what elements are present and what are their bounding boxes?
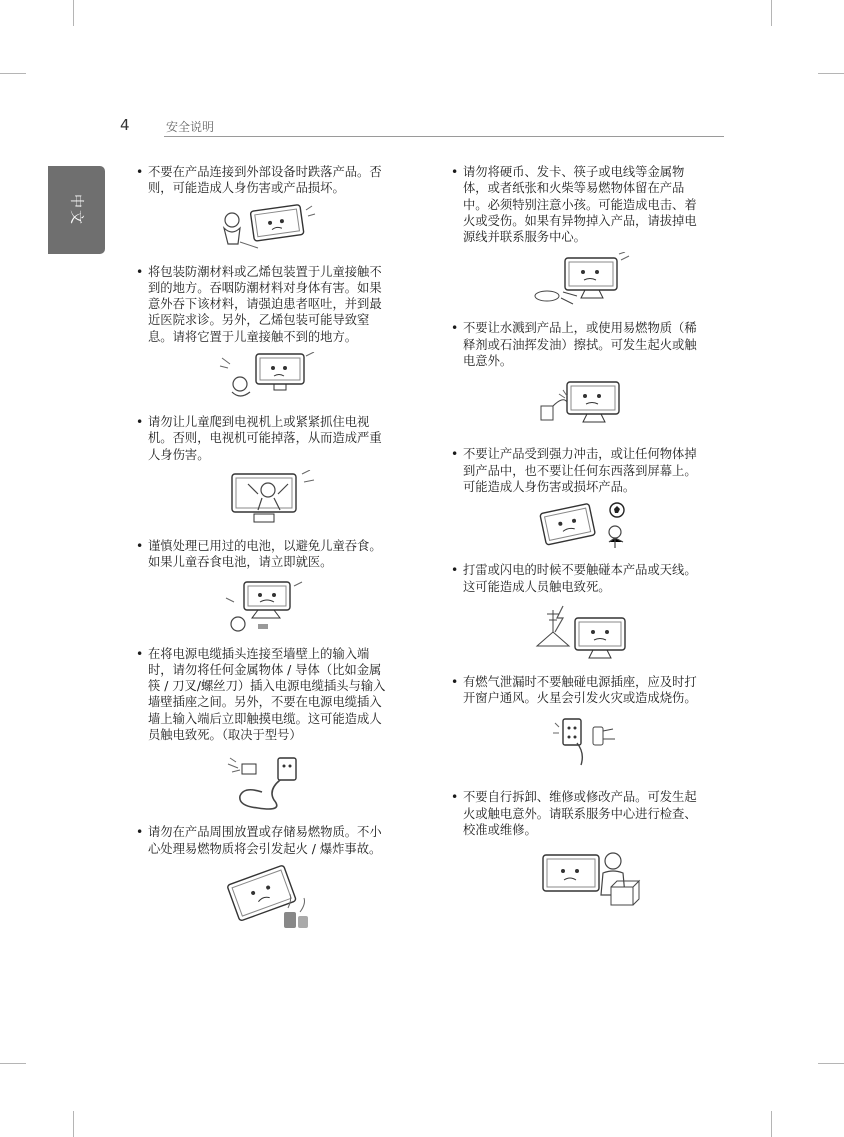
list-item bbox=[451, 446, 705, 550]
list-item bbox=[136, 824, 390, 934]
bullet-icon: • bbox=[451, 447, 459, 462]
item-text: 打雷或闪电的时候不要触碰本产品或天线。这可能造成人员触电致死。 bbox=[463, 563, 697, 594]
list-item bbox=[451, 320, 705, 432]
bullet-icon: • bbox=[136, 415, 144, 430]
power-plug-cable-icon bbox=[218, 750, 390, 814]
tv-water-splash-icon bbox=[533, 376, 705, 432]
item-text: 请勿让儿童爬到电视机上或紧紧抓住电视机。否则，电视机可能掉落，从而造成严重人身伤害。 bbox=[148, 415, 382, 462]
tv-lightning-antenna-icon bbox=[533, 602, 705, 662]
tv-metal-objects-icon bbox=[533, 252, 705, 308]
list-item bbox=[451, 562, 705, 662]
list-item bbox=[451, 789, 705, 911]
crop-mark bbox=[818, 73, 844, 74]
tv-repair-technician-icon bbox=[533, 845, 705, 911]
crop-mark bbox=[73, 1111, 74, 1137]
tv-hit-by-ball-icon bbox=[533, 502, 705, 550]
child-climbing-tv-icon bbox=[218, 470, 390, 526]
bullet-icon: • bbox=[451, 674, 459, 689]
list-item bbox=[136, 414, 390, 526]
tv-falling-on-child-icon bbox=[218, 204, 390, 250]
bullet-icon: • bbox=[136, 646, 144, 661]
list-item bbox=[136, 264, 390, 402]
item-text: 请勿在产品周围放置或存储易燃物质。不小心处理易燃物质将会引发起火 / 爆炸事故。 bbox=[148, 825, 382, 856]
bullet-icon: • bbox=[451, 165, 459, 179]
list-item bbox=[451, 674, 705, 770]
item-text: 将包装防潮材料或乙烯包装置于儿童接触不到的地方。吞咽防潮材料对身体有害。如果意外吞下该材料，请强迫患者呕吐，并到最近医院求诊。另外，乙烯包装可能导致窒息。请将它置于儿童接触不到的地方。 bbox=[148, 264, 382, 344]
crop-mark bbox=[0, 1063, 26, 1064]
tv-flammable-fire-icon bbox=[218, 864, 390, 934]
section-title: 安全说明 bbox=[166, 120, 215, 134]
page-number: 4 bbox=[120, 116, 130, 134]
item-text: 不要在产品连接到外部设备时跌落产品。否则，可能造成人身伤害或产品损坏。 bbox=[148, 165, 382, 196]
child-swallowing-battery-icon bbox=[218, 578, 390, 638]
bullet-icon: • bbox=[136, 264, 144, 279]
crop-mark bbox=[771, 1111, 772, 1137]
item-text: 不要让水溅到产品上，或使用易燃物质（稀释剂或石油挥发油）擦拭。可发生起火或触电意外。 bbox=[463, 321, 697, 369]
bullet-icon: • bbox=[136, 165, 144, 179]
language-tab bbox=[48, 166, 105, 254]
list-item bbox=[451, 164, 705, 308]
child-with-packaging-icon bbox=[218, 352, 390, 402]
item-text: 有燃气泄漏时不要触碰电源插座，应及时打开窗户通风。火星会引发火灾或造成烧伤。 bbox=[463, 674, 697, 706]
crop-mark bbox=[771, 0, 772, 26]
bullet-icon: • bbox=[136, 538, 144, 553]
list-item bbox=[136, 538, 390, 638]
bullet-icon: • bbox=[451, 321, 459, 336]
bullet-icon: • bbox=[451, 563, 459, 578]
crop-mark bbox=[0, 73, 26, 74]
item-text: 请勿将硬币、发卡、筷子或电线等金属物体，或者纸张和火柴等易燃物体留在产品中。必须特别注意小孩。可能造成电击、着火或受伤。如果有异物掉入产品，请拔掉电源线并联系服务中心。 bbox=[463, 165, 697, 245]
list-item bbox=[136, 646, 390, 815]
item-text: 在将电源电缆插头连接至墙壁上的输入端时，请勿将任何金属物体 / 导体（比如金属筷 / 刀叉/螺丝刀）插入电源电缆插头与输入墙壁插座之间。另外，不要在电源电缆插入墙上输入端后立即触摸电缆。这可能造成人员触电致死。（取决于型号） bbox=[148, 646, 386, 743]
crop-mark bbox=[73, 0, 74, 26]
left-column bbox=[136, 164, 390, 934]
language-tab-label: 中文 bbox=[67, 194, 84, 226]
crop-mark bbox=[818, 1063, 844, 1064]
bullet-icon: • bbox=[136, 825, 144, 840]
item-text: 谨慎处理已用过的电池，以避免儿童吞食。如果儿童吞食电池，请立即就医。 bbox=[148, 538, 382, 570]
item-text: 不要让产品受到强力冲击，或让任何物体掉到产品中，也不要让任何东西落到屏幕上。可能造成人身伤害或损坏产品。 bbox=[463, 447, 697, 494]
item-text: 不要自行拆卸、维修或修改产品。可发生起火或触电意外。请联系服务中心进行检查、校准或维修。 bbox=[463, 790, 697, 838]
gas-leak-outlet-icon bbox=[533, 713, 705, 769]
header-divider bbox=[164, 136, 724, 137]
bullet-icon: • bbox=[451, 790, 459, 805]
right-column bbox=[451, 164, 705, 911]
list-item bbox=[136, 164, 390, 250]
